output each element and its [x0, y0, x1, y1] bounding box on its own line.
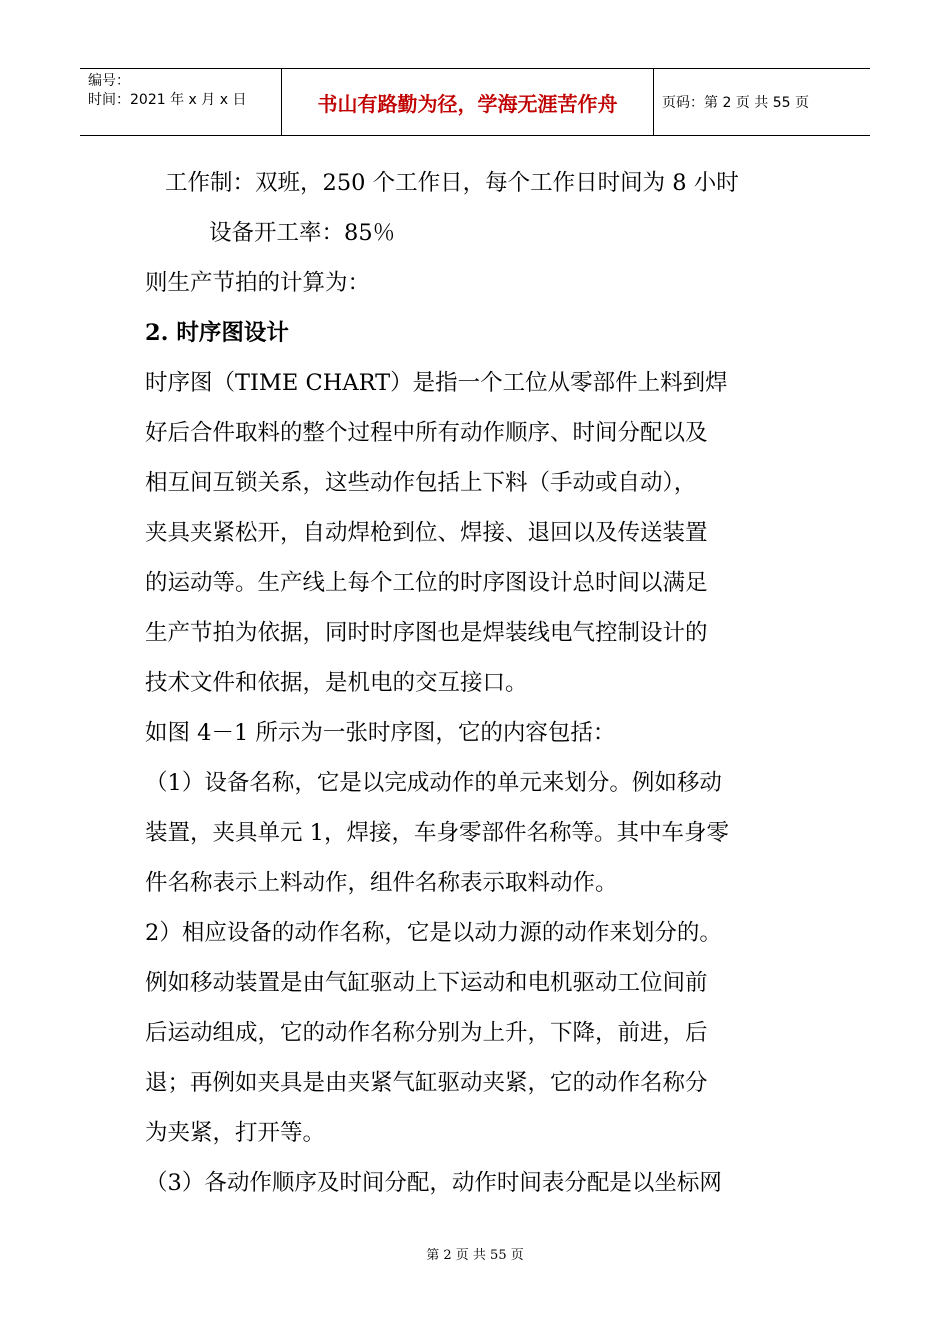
body-line: 例如移动装置是由气缸驱动上下运动和电机驱动工位间前 [145, 970, 708, 996]
body-line: 时序图（TIME CHART）是指一个工位从零部件上料到焊 [145, 370, 728, 396]
body-line: 设备开工率：85％ [209, 220, 396, 246]
body-line: 工作制：双班，250 个工作日，每个工作日时间为 8 小时 [165, 170, 739, 196]
body-line: （1）设备名称，它是以完成动作的单元来划分。例如移动 [145, 770, 722, 796]
body-line: 技术文件和依据，是机电的交互接口。 [145, 670, 528, 696]
body-line: 的运动等。生产线上每个工位的时序图设计总时间以满足 [145, 570, 708, 596]
header-motto: 书山有路勤为径，学海无涯苦作舟 [282, 69, 654, 135]
document-date: 时间：2021 年 x 月 x 日 [88, 92, 247, 108]
body-line: （3）各动作顺序及时间分配，动作时间表分配是以坐标网 [145, 1170, 722, 1196]
header-page-info: 页码：第 2 页 共 55 页 [662, 95, 809, 111]
body-line: 为夹紧，打开等。 [145, 1120, 326, 1146]
document-body [145, 158, 815, 1208]
body-line: 后运动组成，它的动作名称分别为上升，下降，前进，后 [145, 1020, 708, 1046]
body-line: 则生产节拍的计算为： [145, 270, 371, 296]
body-line: 退；再例如夹具是由夹紧气缸驱动夹紧，它的动作名称分 [145, 1070, 708, 1096]
body-line: 装置，夹具单元 1，焊接，车身零部件名称等。其中车身零 [145, 820, 729, 846]
body-line: 相互间互锁关系，这些动作包括上下料（手动或自动）， [145, 470, 697, 496]
body-line: 夹具夹紧松开，自动焊枪到位、焊接、退回以及传送装置 [145, 520, 708, 546]
header-meta [80, 69, 282, 135]
body-line: 生产节拍为依据，同时时序图也是焊装线电气控制设计的 [145, 620, 708, 646]
body-line: 如图 4－1 所示为一张时序图，它的内容包括： [145, 720, 616, 746]
body-line: 2）相应设备的动作名称，它是以动力源的动作来划分的。 [145, 920, 722, 946]
page-footer: 第 2 页 共 55 页 [426, 1248, 524, 1263]
page-header [80, 68, 870, 136]
document-number-label: 编号： [88, 73, 130, 89]
body-line: 好后合件取料的整个过程中所有动作顺序、时间分配以及 [145, 420, 708, 446]
section-heading: 2. 时序图设计 [145, 320, 289, 346]
body-line: 件名称表示上料动作，组件名称表示取料动作。 [145, 870, 618, 896]
